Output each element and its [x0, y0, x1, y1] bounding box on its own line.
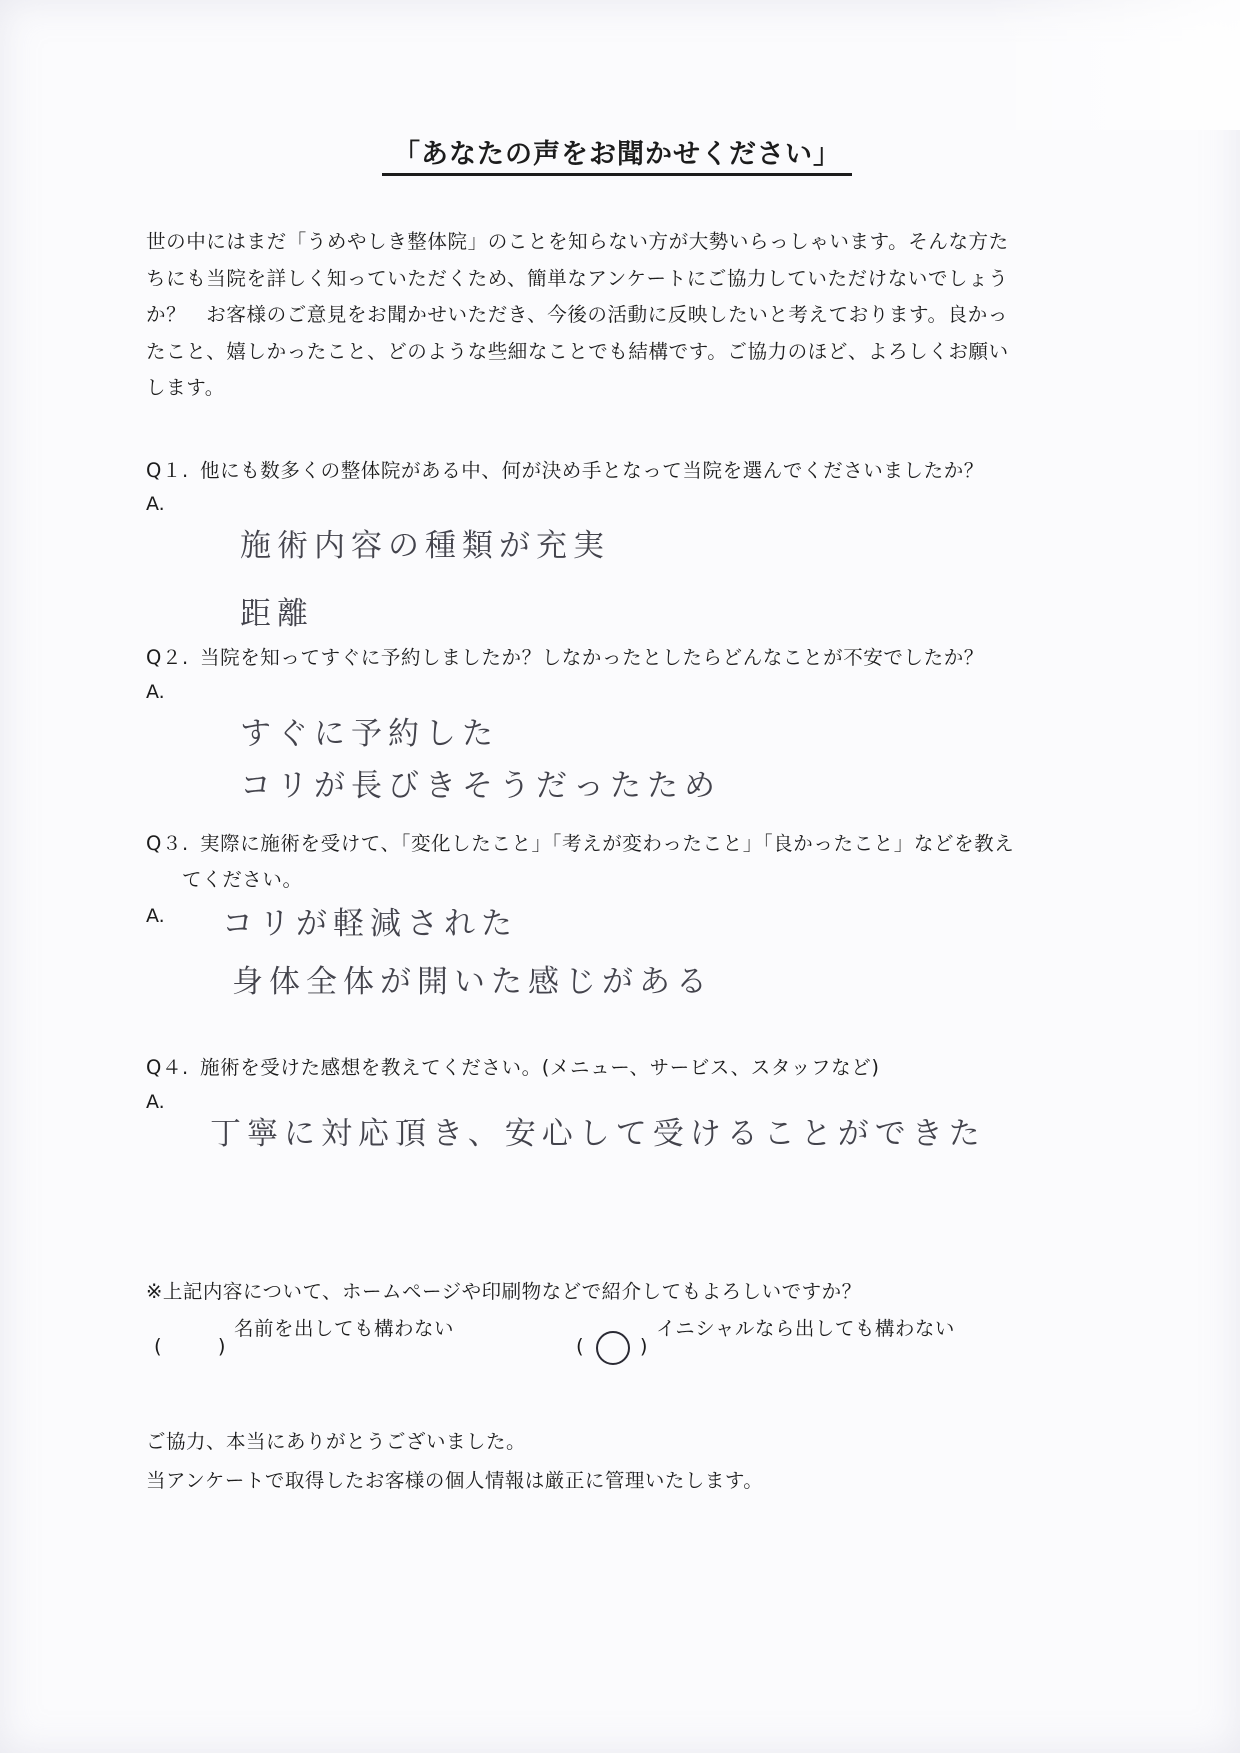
handwritten-answer: コリが軽減された	[222, 906, 518, 942]
question-number: Q３.	[146, 832, 189, 855]
handwritten-answer: 施術内容の種類が充実	[240, 528, 610, 564]
intro-line: 世の中にはまだ「うめやしき整体院」のことを知らない方が大勢いらっしゃいます。そんな方た	[146, 230, 1009, 253]
handwritten-answer: 丁寧に対応頂き、安心して受けることができた	[210, 1116, 986, 1152]
selected-circle-mark	[596, 1331, 630, 1365]
paren-open: (	[154, 1335, 163, 1358]
option-name[interactable]	[146, 1313, 455, 1358]
answer-label: A.	[146, 493, 165, 515]
paren-close: )	[217, 1335, 226, 1358]
scan-edge	[980, 0, 1240, 130]
closing-thanks: ご協力、本当にありがとうございました。	[146, 1430, 527, 1453]
option-initials[interactable]	[568, 1313, 955, 1358]
handwritten-answer: すぐに予約した	[240, 716, 499, 752]
handwritten-answer: 距離	[240, 596, 314, 632]
option-label: 名前を出しても構わない	[234, 1317, 455, 1340]
intro-line: たこと、嬉しかったこと、どのような些細なことでも結構です。ご協力のほど、よろしくお願い	[146, 339, 1009, 363]
answer-label: A.	[146, 905, 165, 927]
question-1	[146, 455, 984, 483]
question-number: Q４.	[146, 1056, 189, 1079]
intro-paragraph	[146, 224, 1096, 407]
question-number: Q２.	[146, 646, 189, 669]
question-text: 当院を知ってすぐに予約しましたか？しなかったとしたらどんなことが不安でしたか？	[200, 646, 984, 669]
question-text: 他にも数多くの整体院がある中、何が決め手となって当院を選んでくださいましたか？	[200, 459, 984, 482]
intro-line: ちにも当院を詳しく知っていただくため、簡単なアンケートにご協力していただけないでしょう	[146, 266, 1009, 290]
question-4	[146, 1052, 880, 1080]
option-label: イニシャルなら出しても構わない	[656, 1317, 955, 1340]
handwritten-answer: 身体全体が開いた感じがある	[232, 964, 713, 1000]
question-text: 実際に施術を受けて、「変化したこと」「考えが変わったこと」「良かったこと」などを教え	[200, 832, 1015, 855]
closing-privacy: 当アンケートで取得したお客様の個人情報は厳正に管理いたします。	[146, 1469, 764, 1492]
survey-title: 「あなたの声をお聞かせください」	[382, 132, 852, 176]
paren-close: )	[639, 1335, 648, 1358]
intro-line: します。	[146, 376, 225, 399]
question-text: 施術を受けた感想を教えてください。(メニュー、サービス、スタッフなど)	[200, 1056, 880, 1079]
question-2	[146, 642, 984, 670]
intro-line: か？ お客様のご意見をお聞かせいただき、今後の活動に反映したいと考えております。良かっ	[146, 303, 1008, 326]
question-number: Q１.	[146, 459, 189, 482]
answer-label: A.	[146, 1091, 165, 1113]
question-text-continued: てください。	[182, 868, 303, 891]
question-3	[146, 828, 1014, 892]
handwritten-answer: コリが長びきそうだったため	[240, 768, 721, 804]
permission-note: ※上記内容について、ホームページや印刷物などで紹介してもよろしいですか？	[146, 1280, 862, 1303]
answer-label: A.	[146, 681, 165, 703]
paren-open: (	[576, 1335, 585, 1358]
